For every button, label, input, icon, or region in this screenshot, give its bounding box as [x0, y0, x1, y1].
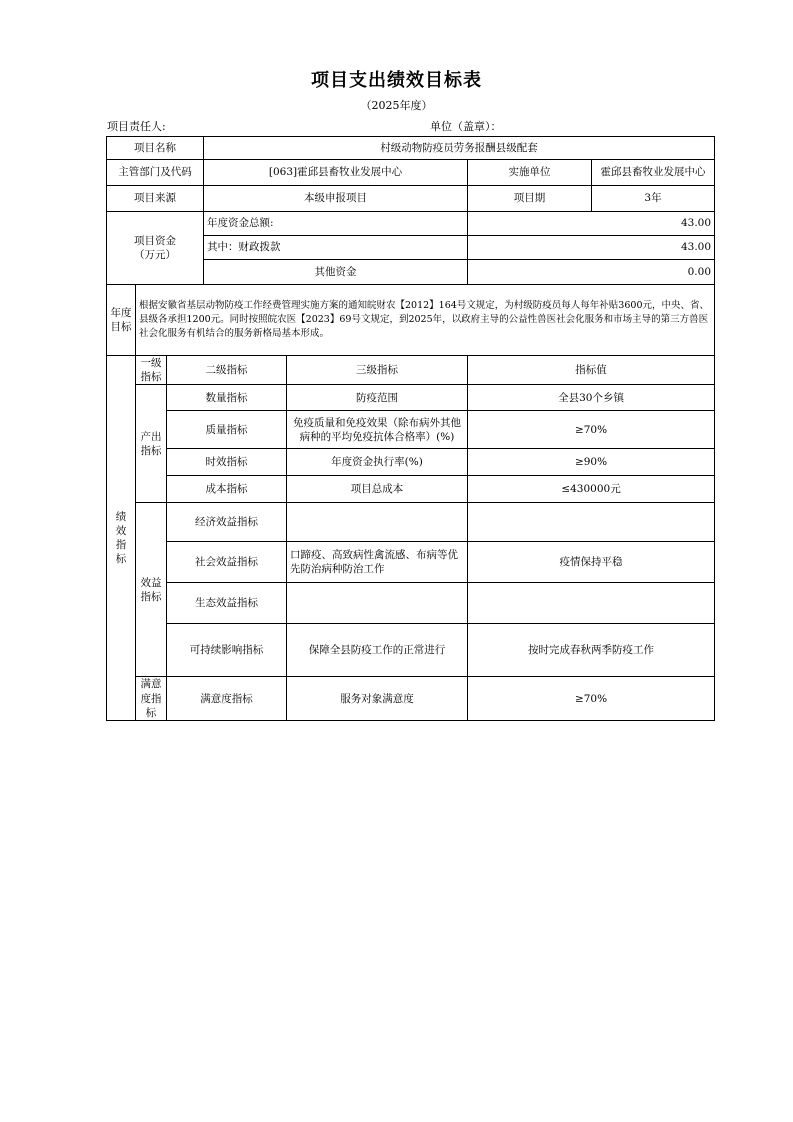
funds-total-label: 年度资金总额: [204, 212, 468, 236]
level3-header: 三级指标 [287, 356, 468, 385]
period-label: 项目期 [468, 186, 592, 212]
level1-header: 一级 指标 [136, 356, 167, 385]
period-value: 3年 [592, 186, 715, 212]
benefit-indicator-label: 效益 指标 [136, 503, 167, 677]
table-row [107, 449, 715, 476]
page-title: 项目支出绩效目标表 [311, 70, 482, 91]
table-row [107, 503, 715, 542]
responsible-person-label: 项目责任人: [107, 120, 166, 133]
level2-cell: 社会效益指标 [167, 542, 287, 583]
project-name-value: 村级动物防疫员劳务报酬县级配套 [204, 137, 715, 160]
table-row [107, 583, 715, 624]
unit-seal-label: 单位（盖章）： [430, 120, 502, 133]
value-cell: 全县30个乡镇 [468, 385, 715, 411]
value-cell [468, 583, 715, 624]
source-row [107, 186, 715, 212]
project-name-label: 项目名称 [107, 137, 204, 160]
dept-value: [063]霍邱县畜牧业发展中心 [204, 160, 468, 186]
annual-goal-label: 年度 目标 [107, 285, 136, 356]
indicator-header-row [107, 356, 715, 385]
dept-row [107, 160, 715, 186]
level2-cell: 质量指标 [167, 411, 287, 449]
level2-cell: 经济效益指标 [167, 503, 287, 542]
level3-cell: 项目总成本 [287, 476, 468, 503]
dept-label: 主管部门及代码 [107, 160, 204, 186]
level3-cell: 服务对象满意度 [287, 677, 468, 721]
satisfaction-indicator-label: 满意 度指 标 [136, 677, 167, 721]
year-subtitle: （2025年度） [360, 99, 433, 112]
source-label: 项目来源 [107, 186, 204, 212]
perf-indicator-label: 绩 效 指 标 [107, 356, 136, 721]
level2-header: 二级指标 [167, 356, 287, 385]
level3-cell: 防疫范围 [287, 385, 468, 411]
value-cell: 疫情保持平稳 [468, 542, 715, 583]
funds-fiscal-label: 其中：财政拨款 [204, 236, 468, 260]
level3-cell [287, 583, 468, 624]
level2-cell: 数量指标 [167, 385, 287, 411]
annual-goal-text: 根据安徽省基层动物防疫工作经费管理实施方案的通知皖财农【2012】164号文规定，为村级防疫员每人每年补贴3600元，中央、省、县级各承担1200元。同时按照皖农医【2023】69号文规定，到2025年，以政府主导的公益性兽医社会化服务和市场主导的第三方兽医社会化服务有机结合的服务新格局基本形成。 [136, 285, 715, 356]
funds-total-row [107, 212, 715, 236]
value-header: 指标值 [468, 356, 715, 385]
level2-cell: 可持续影响指标 [167, 624, 287, 677]
table-row [107, 624, 715, 677]
table-row [107, 677, 715, 721]
value-cell: 按时完成春秋两季防疫工作 [468, 624, 715, 677]
value-cell: ≥90% [468, 449, 715, 476]
value-cell: ≥70% [468, 677, 715, 721]
level3-cell: 保障全县防疫工作的正常进行 [287, 624, 468, 677]
impl-unit-value: 霍邱县畜牧业发展中心 [592, 160, 715, 186]
table-row [107, 385, 715, 411]
level2-cell: 生态效益指标 [167, 583, 287, 624]
level3-cell: 口蹄疫、高致病性禽流感、布病等优先防治病种防治工作 [287, 542, 468, 583]
value-cell [468, 503, 715, 542]
project-name-row [107, 137, 715, 160]
output-indicator-label: 产出 指标 [136, 385, 167, 503]
source-value: 本级申报项目 [204, 186, 468, 212]
value-cell: ≥70% [468, 411, 715, 449]
table-row [107, 411, 715, 449]
funds-other-value: 0.00 [468, 260, 715, 285]
table-row [107, 476, 715, 503]
funds-total-value: 43.00 [468, 212, 715, 236]
level2-cell: 成本指标 [167, 476, 287, 503]
funds-label: 项目资金 （万元） [107, 212, 204, 285]
impl-unit-label: 实施单位 [468, 160, 592, 186]
level2-cell: 满意度指标 [167, 677, 287, 721]
level3-cell: 年度资金执行率(%) [287, 449, 468, 476]
performance-goal-table [106, 136, 715, 721]
funds-fiscal-value: 43.00 [468, 236, 715, 260]
annual-goal-row [107, 285, 715, 356]
level3-cell [287, 503, 468, 542]
level2-cell: 时效指标 [167, 449, 287, 476]
value-cell: ≤430000元 [468, 476, 715, 503]
table-row [107, 542, 715, 583]
level3-cell: 免疫质量和免疫效果（除布病外其他病种的平均免疫抗体合格率）(%) [287, 411, 468, 449]
funds-other-label: 其他资金 [204, 260, 468, 285]
